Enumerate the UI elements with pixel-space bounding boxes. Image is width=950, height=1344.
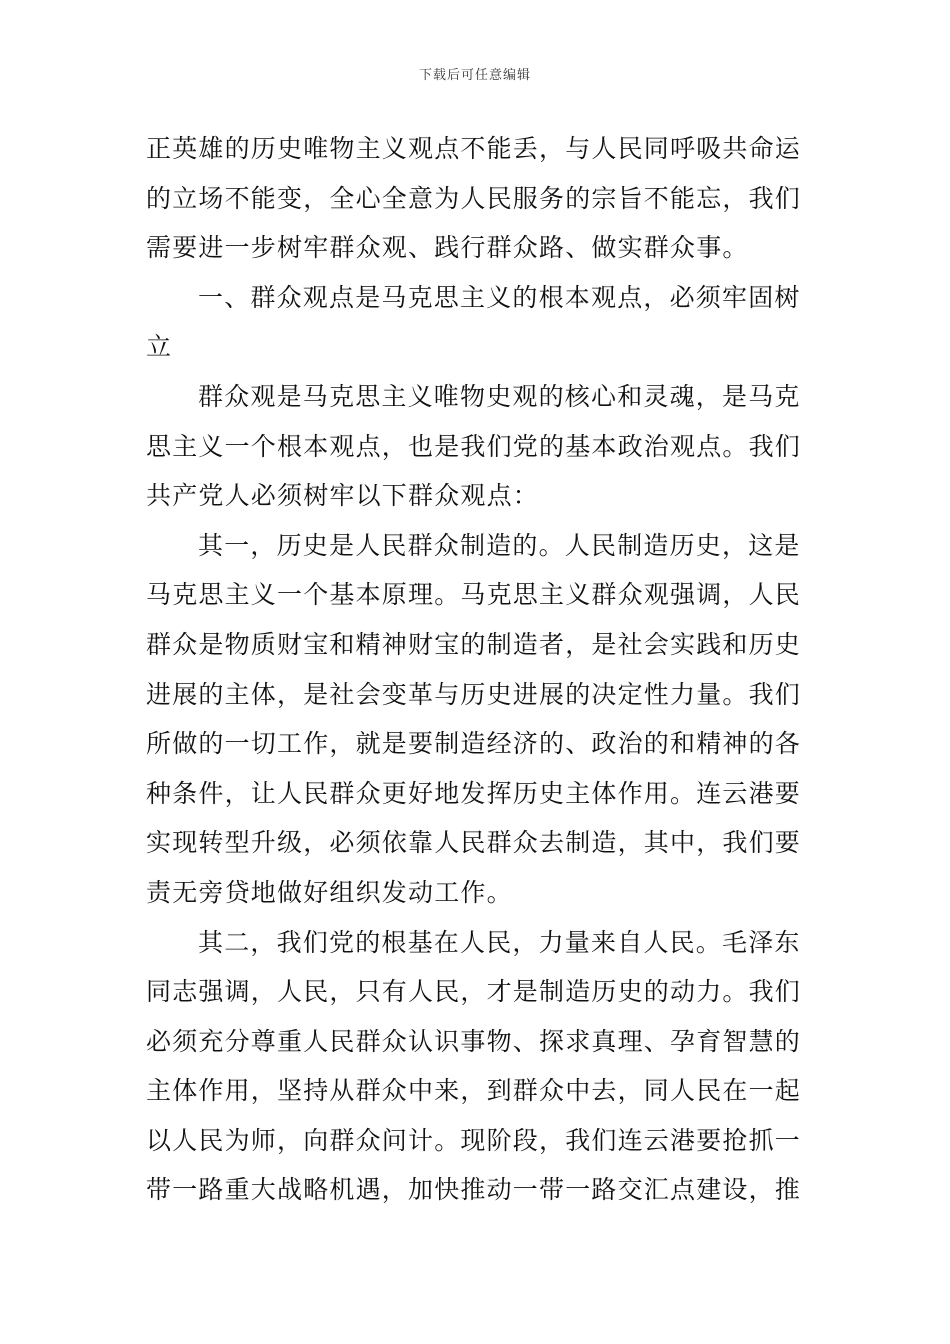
- header-note: 下载后可任意编辑: [418, 68, 531, 83]
- paragraph-start: 其一，历史是人民群众制造的。人民制造历史，这是: [198, 530, 801, 560]
- text-line: 马克思主义一个基本原理。马克思主义群众观强调，人民: [146, 580, 802, 610]
- text-line: 实现转型升级，必须依靠人民群众去制造，其中，我们要: [146, 828, 802, 858]
- text-line: 的立场不能变，全心全意为人民服务的宗旨不能忘，我们: [146, 183, 802, 213]
- text-line: 正英雄的历史唯物主义观点不能丢，与人民同呼吸共命运: [146, 134, 802, 163]
- text-line: 主体作用，坚持从群众中来，到群众中去，同人民在一起: [146, 1076, 802, 1106]
- text-line: 必须充分尊重人民群众认识事物、探求真理、孕育智慧的: [146, 1026, 802, 1056]
- text-line: 所做的一切工作，就是要制造经济的、政治的和精神的各: [146, 729, 802, 759]
- text-line: 进展的主体，是社会变革与历史进展的决定性力量。我们: [146, 679, 802, 709]
- text-line: 需要进一步树牢群众观、践行群众路、做实群众事。: [146, 233, 749, 263]
- paragraph-start: 其二，我们党的根基在人民，力量来自人民。毛泽东: [198, 927, 801, 957]
- section-heading-continuation: 立: [146, 332, 173, 362]
- text-line: 同志强调，人民，只有人民，才是制造历史的动力。我们: [146, 977, 802, 1007]
- text-line: 群众是物质财宝和精神财宝的制造者，是社会实践和历史: [146, 629, 802, 659]
- paragraph-start: 群众观是马克思主义唯物史观的核心和灵魂，是马克: [198, 381, 801, 411]
- text-line: 责无旁贷地做好组织发动工作。: [146, 877, 513, 907]
- text-line: 共产党人必须树牢以下群众观点：: [146, 481, 540, 511]
- section-heading: 一、群众观点是马克思主义的根本观点，必须牢固树: [198, 282, 801, 312]
- body-text: [146, 124, 806, 1215]
- text-line: 种条件，让人民群众更好地发挥历史主体作用。连云港要: [146, 778, 802, 808]
- text-line: 带一路重大战略机遇，加快推动一带一路交汇点建设，推: [146, 1175, 802, 1205]
- text-line: 以人民为师，向群众问计。现阶段，我们连云港要抢抓一: [146, 1125, 802, 1155]
- text-line: 思主义一个根本观点，也是我们党的基本政治观点。我们: [146, 431, 802, 461]
